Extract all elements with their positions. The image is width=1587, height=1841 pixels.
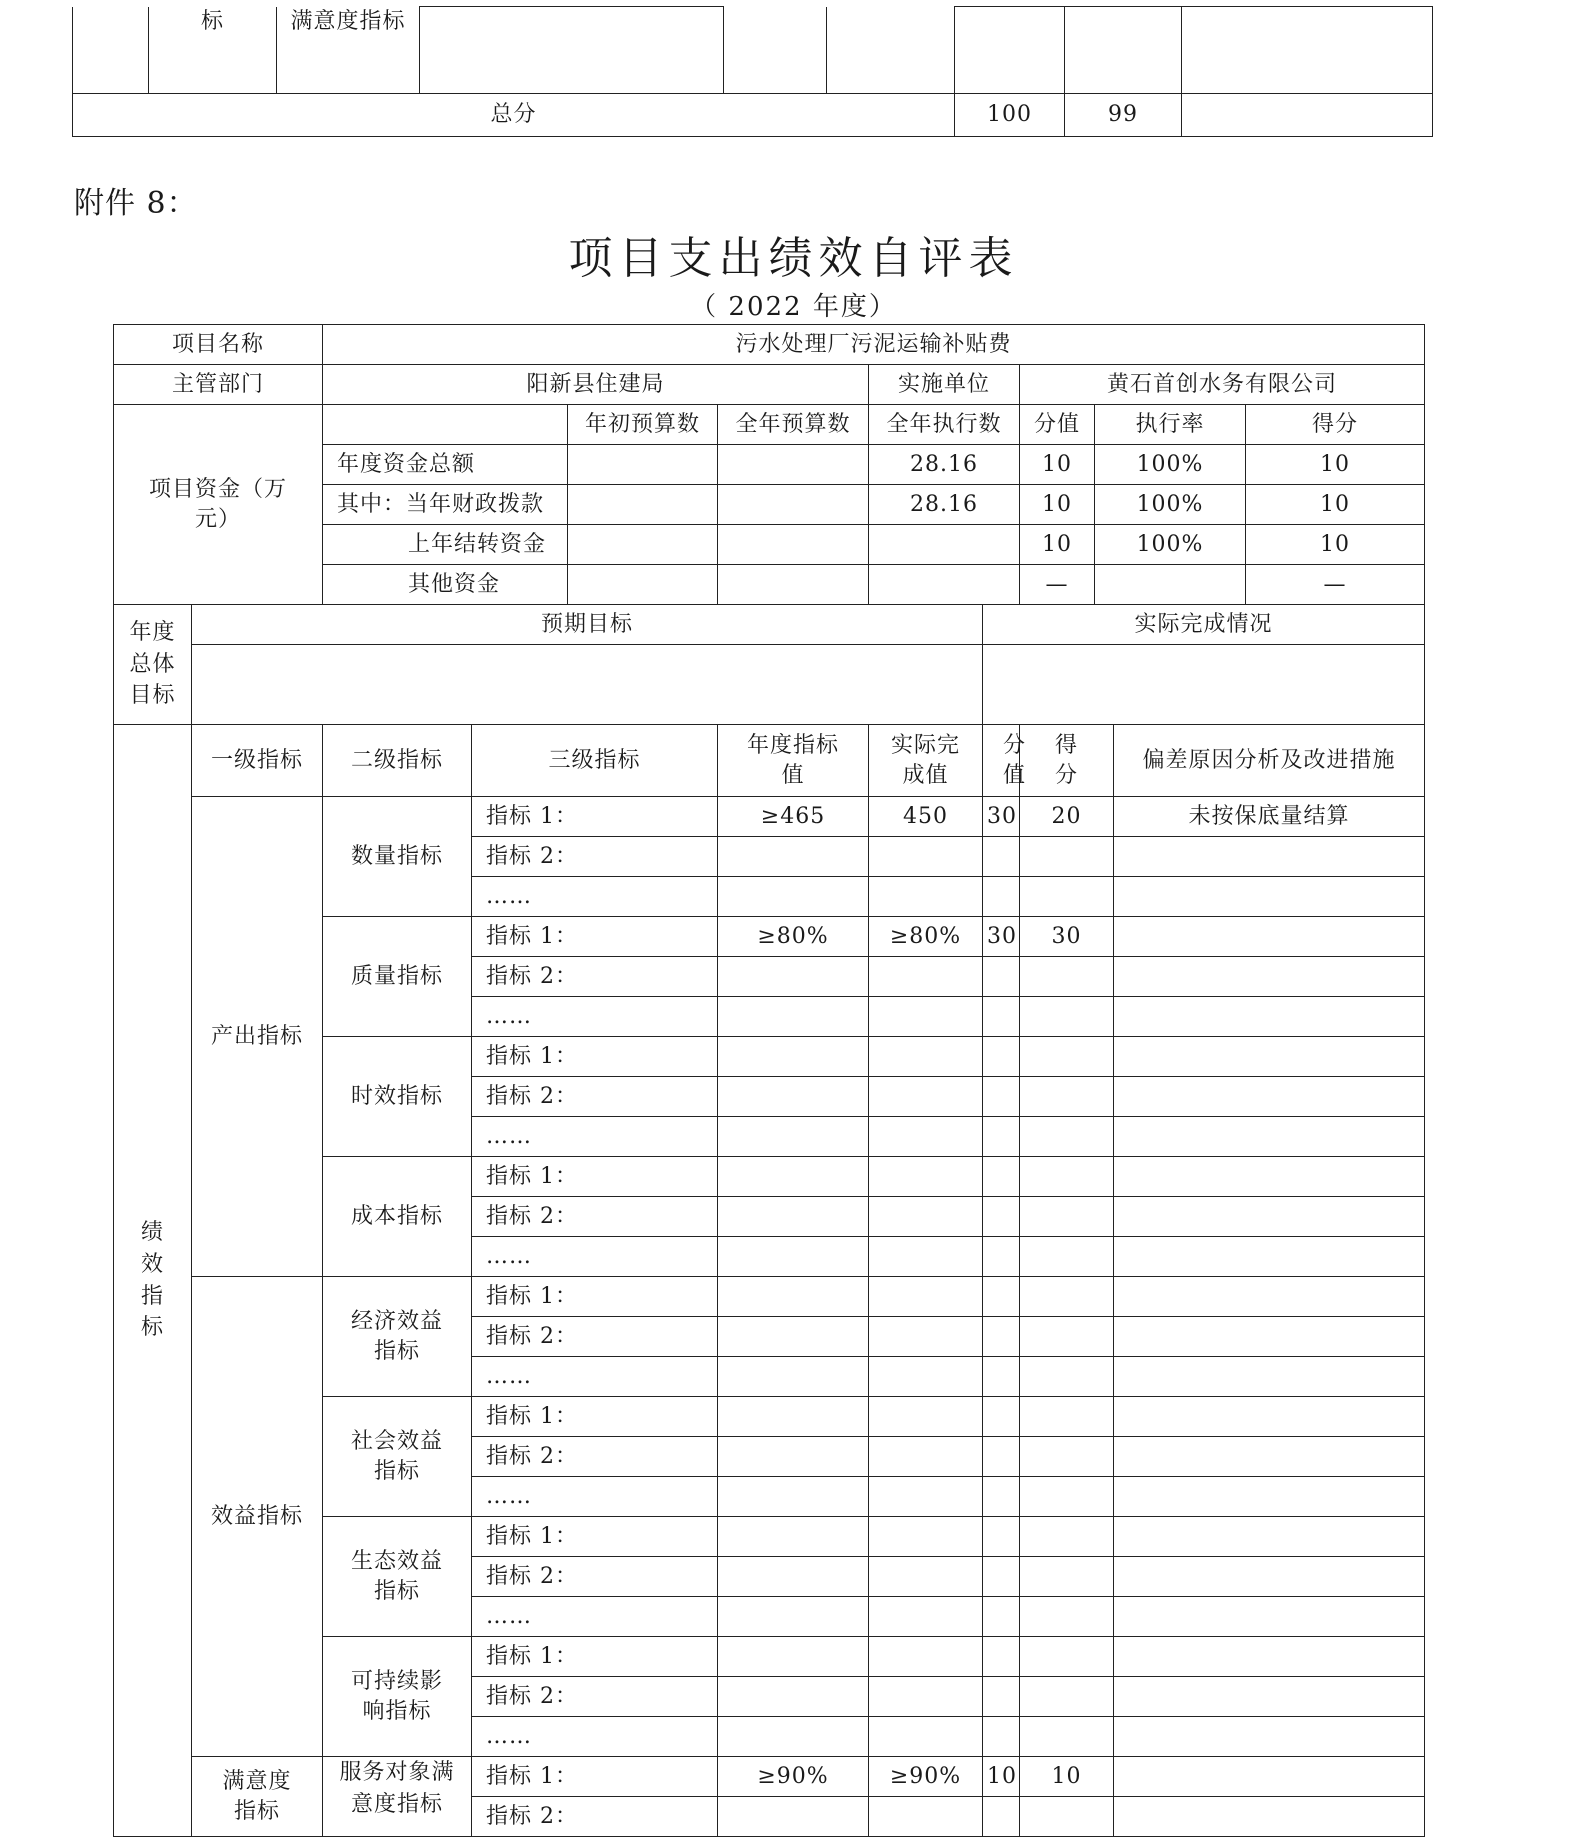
indicator-weight: [983, 1237, 1020, 1277]
indicator-actual: ≥90%: [869, 1757, 983, 1797]
funds-row-score: —: [1246, 565, 1425, 605]
indicator-reason: [1114, 1677, 1425, 1717]
funds-row-name: 年度资金总额: [323, 445, 568, 485]
indicator-ellipsis: ……: [472, 1117, 718, 1157]
indicator-weight: [983, 1797, 1020, 1837]
indicator-ellipsis: ……: [472, 997, 718, 1037]
indicator-target: [718, 1637, 869, 1677]
indicator-reason: [1114, 1157, 1425, 1197]
indicator-item-2: 指标 2：: [472, 1197, 718, 1237]
indicator-actual: ≥80%: [869, 917, 983, 957]
funds-row-name: 上年结转资金: [323, 525, 568, 565]
indicator-weight: [983, 1637, 1020, 1677]
indicator-item-1: 指标 1：: [472, 917, 718, 957]
indicator-reason: [1114, 877, 1425, 917]
indicator-target: [718, 837, 869, 877]
prev-total-score: 99: [1065, 94, 1182, 137]
indicator-reason: [1114, 1437, 1425, 1477]
funds-row-annual: [718, 525, 869, 565]
indicator-ellipsis: ……: [472, 1597, 718, 1637]
funds-header-annual: 全年预算数: [718, 405, 869, 445]
indicator-score: [1020, 1357, 1114, 1397]
indicator-actual: [869, 1317, 983, 1357]
indicator-weight: [983, 837, 1020, 877]
indicator-reason: [1114, 997, 1425, 1037]
indicator-weight: [983, 957, 1020, 997]
indicator-score: 30: [1020, 917, 1114, 957]
prev-cell: [420, 7, 724, 94]
indicator-score: [1020, 1557, 1114, 1597]
indicator-actual: [869, 1597, 983, 1637]
indicator-item-2: 指标 2：: [472, 1317, 718, 1357]
indicator-ellipsis: ……: [472, 1477, 718, 1517]
indicator-target: [718, 1517, 869, 1557]
funds-row-executed: 28.16: [869, 445, 1020, 485]
level2-sustainable: 可持续影响指标: [323, 1637, 472, 1757]
header-score: 得分: [1020, 725, 1114, 797]
indicator-reason: [1114, 917, 1425, 957]
indicator-actual: [869, 1677, 983, 1717]
indicator-reason: 未按保底量结算: [1114, 797, 1425, 837]
indicator-reason: [1114, 1317, 1425, 1357]
indicator-actual: [869, 1077, 983, 1117]
indicator-score: [1020, 1237, 1114, 1277]
dept-value: 阳新县住建局: [323, 365, 869, 405]
indicator-score: [1020, 877, 1114, 917]
indicator-score: 20: [1020, 797, 1114, 837]
header-level3: 三级指标: [472, 725, 718, 797]
impl-label: 实施单位: [869, 365, 1020, 405]
indicator-target: [718, 1237, 869, 1277]
funds-row-annual: [718, 445, 869, 485]
indicator-target: [718, 1797, 869, 1837]
indicator-target: [718, 1037, 869, 1077]
indicator-item-2: 指标 2：: [472, 1077, 718, 1117]
level2-ecological: 生态效益指标: [323, 1517, 472, 1637]
indicator-actual: [869, 1277, 983, 1317]
indicator-target: [718, 1317, 869, 1357]
indicator-score: 10: [1020, 1757, 1114, 1797]
performance-evaluation-table: [113, 324, 1425, 1837]
indicator-score: [1020, 1037, 1114, 1077]
level2-social: 社会效益指标: [323, 1397, 472, 1517]
indicator-weight: [983, 1477, 1020, 1517]
indicator-weight: [983, 1277, 1020, 1317]
funds-row-rate: 100%: [1095, 525, 1246, 565]
indicator-item-2: 指标 2：: [472, 1677, 718, 1717]
indicator-actual: [869, 1437, 983, 1477]
prev-cell-empty: [73, 7, 149, 94]
level2-economic: 经济效益指标: [323, 1277, 472, 1397]
indicator-actual: [869, 1397, 983, 1437]
funds-row-initial: [568, 525, 718, 565]
indicator-reason: [1114, 957, 1425, 997]
indicator-score: [1020, 997, 1114, 1037]
indicator-ellipsis: ……: [472, 1357, 718, 1397]
indicator-weight: [983, 1157, 1020, 1197]
indicator-actual: [869, 997, 983, 1037]
indicator-item-1: 指标 1：: [472, 1157, 718, 1197]
header-actual: 实际完成值: [869, 725, 983, 797]
indicator-score: [1020, 1197, 1114, 1237]
indicator-item-1: 指标 1：: [472, 1397, 718, 1437]
indicator-weight: [983, 877, 1020, 917]
level1-satisfaction: 满意度指标: [192, 1757, 323, 1837]
funds-header-blank: [323, 405, 568, 445]
indicator-weight: 30: [983, 797, 1020, 837]
indicator-item-1: 指标 1：: [472, 1637, 718, 1677]
indicator-actual: [869, 1717, 983, 1757]
indicator-item-2: 指标 2：: [472, 1437, 718, 1477]
indicator-reason: [1114, 837, 1425, 877]
indicator-ellipsis: ……: [472, 1717, 718, 1757]
indicator-score: [1020, 1797, 1114, 1837]
prev-level1-fragment: 标: [149, 7, 277, 94]
indicator-target: [718, 1677, 869, 1717]
indicator-reason: [1114, 1477, 1425, 1517]
funds-row-score: 10: [1246, 445, 1425, 485]
actual-goal-content: [983, 645, 1425, 725]
funds-row-initial: [568, 485, 718, 525]
indicator-reason: [1114, 1717, 1425, 1757]
indicator-weight: 10: [983, 1757, 1020, 1797]
indicator-score: [1020, 1397, 1114, 1437]
annual-goal-label: 年度总体目标: [114, 605, 192, 725]
indicator-target: [718, 1357, 869, 1397]
header-target: 年度指标值: [718, 725, 869, 797]
indicator-item-1: 指标 1：: [472, 1277, 718, 1317]
indicator-weight: [983, 1397, 1020, 1437]
prev-cell: [1182, 7, 1433, 94]
indicator-target: [718, 997, 869, 1037]
level1-benefit: 效益指标: [192, 1277, 323, 1757]
indicator-actual: [869, 1637, 983, 1677]
funds-header-weight: 分值: [1020, 405, 1095, 445]
indicator-score: [1020, 957, 1114, 997]
indicator-weight: [983, 1677, 1020, 1717]
page-subtitle: （ 2022 年度）: [690, 292, 897, 322]
performance-indicators-label: 绩效指标: [114, 725, 192, 1837]
indicator-item-1: 指标 1：: [472, 1517, 718, 1557]
indicator-actual: [869, 1237, 983, 1277]
prev-total-note: [1182, 94, 1433, 137]
indicator-target: [718, 1197, 869, 1237]
funds-row-weight: 10: [1020, 485, 1095, 525]
indicator-score: [1020, 1477, 1114, 1517]
indicator-target: [718, 1717, 869, 1757]
indicator-score: [1020, 1157, 1114, 1197]
indicator-score: [1020, 1077, 1114, 1117]
indicator-actual: [869, 1557, 983, 1597]
prev-total-full-score: 100: [955, 94, 1065, 137]
indicator-item-2: 指标 2：: [472, 1797, 718, 1837]
indicator-reason: [1114, 1117, 1425, 1157]
indicator-actual: [869, 1797, 983, 1837]
indicator-score: [1020, 1677, 1114, 1717]
prev-level2-satisfaction: 满意度指标: [277, 7, 420, 94]
level2-cost: 成本指标: [323, 1157, 472, 1277]
indicator-item-2: 指标 2：: [472, 957, 718, 997]
indicator-score: [1020, 1437, 1114, 1477]
indicator-actual: [869, 1517, 983, 1557]
indicator-target: [718, 877, 869, 917]
funds-row-annual: [718, 565, 869, 605]
indicator-actual: [869, 1197, 983, 1237]
funds-header-score: 得分: [1246, 405, 1425, 445]
indicator-score: [1020, 1277, 1114, 1317]
indicator-actual: [869, 1117, 983, 1157]
indicator-weight: [983, 1077, 1020, 1117]
indicator-score: [1020, 837, 1114, 877]
funds-header-executed: 全年执行数: [869, 405, 1020, 445]
indicator-actual: [869, 1037, 983, 1077]
indicator-target: [718, 1597, 869, 1637]
funds-row-executed: [869, 565, 1020, 605]
indicator-weight: [983, 1437, 1020, 1477]
indicator-target: [718, 957, 869, 997]
indicator-item-2: 指标 2：: [472, 1557, 718, 1597]
level2-quantity: 数量指标: [323, 797, 472, 917]
prev-cell: [1065, 7, 1182, 94]
level2-quality: 质量指标: [323, 917, 472, 1037]
indicator-score: [1020, 1117, 1114, 1157]
indicator-item-2: 指标 2：: [472, 837, 718, 877]
indicator-weight: [983, 1357, 1020, 1397]
indicator-reason: [1114, 1037, 1425, 1077]
prev-cell: [827, 7, 955, 94]
indicator-target: [718, 1117, 869, 1157]
header-weight: 分值: [983, 725, 1020, 797]
indicator-item-1: 指标 1：: [472, 1037, 718, 1077]
actual-goal-header: 实际完成情况: [983, 605, 1425, 645]
project-name-value: 污水处理厂污泥运输补贴费: [323, 325, 1425, 365]
indicator-target: [718, 1477, 869, 1517]
prev-cell: [724, 7, 827, 94]
header-reason: 偏差原因分析及改进措施: [1114, 725, 1425, 797]
indicator-score: [1020, 1597, 1114, 1637]
indicator-target: ≥90%: [718, 1757, 869, 1797]
indicator-actual: [869, 1477, 983, 1517]
funds-row-executed: 28.16: [869, 485, 1020, 525]
funds-row-weight: 10: [1020, 525, 1095, 565]
expected-goal-header: 预期目标: [192, 605, 983, 645]
indicator-actual: [869, 957, 983, 997]
indicator-reason: [1114, 1517, 1425, 1557]
indicator-actual: [869, 1357, 983, 1397]
indicator-item-1: 指标 1：: [472, 1757, 718, 1797]
indicator-score: [1020, 1317, 1114, 1357]
indicator-reason: [1114, 1797, 1425, 1837]
indicator-weight: [983, 1117, 1020, 1157]
prev-cell: [955, 7, 1065, 94]
dept-label: 主管部门: [114, 365, 323, 405]
previous-table-fragment: [72, 6, 1433, 137]
funds-row-initial: [568, 445, 718, 485]
expected-goal-content: [192, 645, 983, 725]
funds-row-weight: 10: [1020, 445, 1095, 485]
indicator-weight: [983, 997, 1020, 1037]
indicator-weight: [983, 1037, 1020, 1077]
indicator-target: ≥465: [718, 797, 869, 837]
indicator-weight: [983, 1597, 1020, 1637]
indicator-reason: [1114, 1357, 1425, 1397]
indicator-weight: [983, 1517, 1020, 1557]
indicator-target: [718, 1557, 869, 1597]
header-level1: 一级指标: [192, 725, 323, 797]
indicator-target: [718, 1277, 869, 1317]
indicator-actual: [869, 837, 983, 877]
indicator-reason: [1114, 1237, 1425, 1277]
funds-header-initial: 年初预算数: [568, 405, 718, 445]
indicator-actual: 450: [869, 797, 983, 837]
indicator-target: [718, 1397, 869, 1437]
indicator-weight: [983, 1317, 1020, 1357]
indicator-reason: [1114, 1397, 1425, 1437]
funds-row-name: 其中：当年财政拨款: [323, 485, 568, 525]
funds-row-score: 10: [1246, 525, 1425, 565]
level1-output: 产出指标: [192, 797, 323, 1277]
indicator-reason: [1114, 1757, 1425, 1797]
funds-row-rate: [1095, 565, 1246, 605]
indicator-reason: [1114, 1637, 1425, 1677]
prev-total-label: 总分: [73, 94, 955, 137]
indicator-score: [1020, 1637, 1114, 1677]
funds-row-initial: [568, 565, 718, 605]
indicator-target: ≥80%: [718, 917, 869, 957]
header-level2: 二级指标: [323, 725, 472, 797]
funds-row-score: 10: [1246, 485, 1425, 525]
indicator-weight: [983, 1197, 1020, 1237]
indicator-reason: [1114, 1077, 1425, 1117]
funds-row-annual: [718, 485, 869, 525]
level2-service-satisfaction: 服务对象满意度指标: [323, 1757, 472, 1837]
indicator-target: [718, 1077, 869, 1117]
indicator-ellipsis: ……: [472, 1237, 718, 1277]
funds-row-rate: 100%: [1095, 445, 1246, 485]
funds-label: 项目资金（万元）: [114, 405, 323, 605]
indicator-weight: [983, 1557, 1020, 1597]
impl-value: 黄石首创水务有限公司: [1020, 365, 1425, 405]
indicator-target: [718, 1437, 869, 1477]
attachment-label: 附件 8：: [74, 186, 198, 221]
funds-row-name: 其他资金: [323, 565, 568, 605]
indicator-reason: [1114, 1557, 1425, 1597]
indicator-reason: [1114, 1597, 1425, 1637]
indicator-ellipsis: ……: [472, 877, 718, 917]
indicator-reason: [1114, 1277, 1425, 1317]
funds-row-weight: —: [1020, 565, 1095, 605]
level2-timeliness: 时效指标: [323, 1037, 472, 1157]
funds-header-rate: 执行率: [1095, 405, 1246, 445]
indicator-score: [1020, 1517, 1114, 1557]
indicator-target: [718, 1157, 869, 1197]
funds-row-executed: [869, 525, 1020, 565]
indicator-item-1: 指标 1：: [472, 797, 718, 837]
indicator-actual: [869, 877, 983, 917]
indicator-reason: [1114, 1197, 1425, 1237]
indicator-weight: 30: [983, 917, 1020, 957]
indicator-score: [1020, 1717, 1114, 1757]
indicator-weight: [983, 1717, 1020, 1757]
funds-row-rate: 100%: [1095, 485, 1246, 525]
page-title: 项目支出绩效自评表: [568, 233, 1019, 284]
project-name-label: 项目名称: [114, 325, 323, 365]
indicator-actual: [869, 1157, 983, 1197]
